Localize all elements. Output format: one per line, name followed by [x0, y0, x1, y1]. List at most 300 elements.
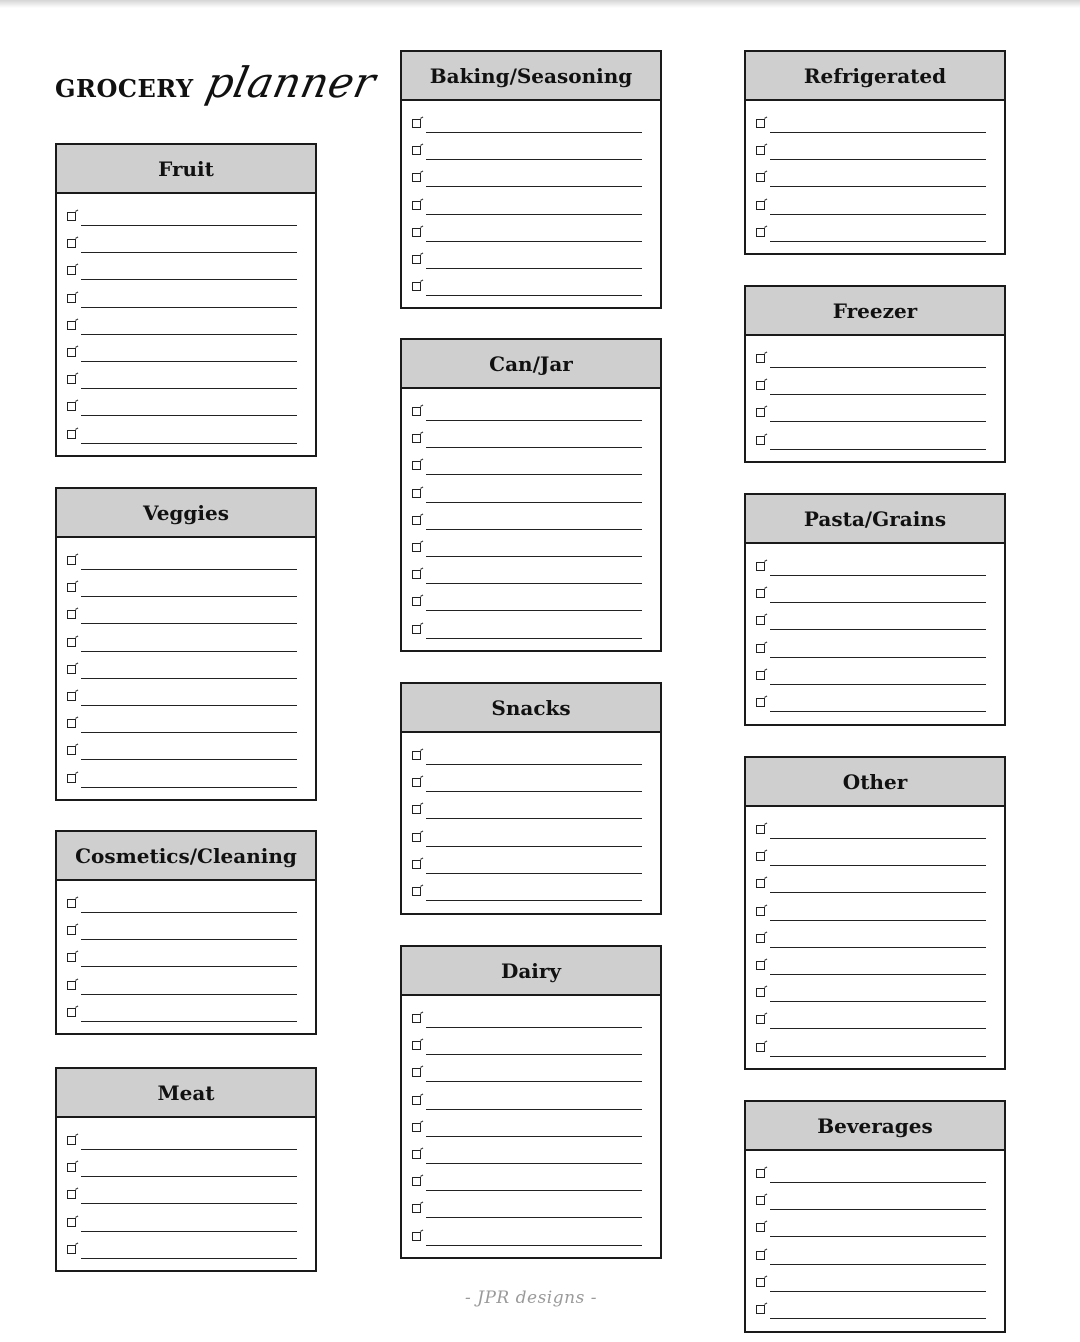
- checklist-item: [746, 663, 1004, 690]
- checkbox-icon: [67, 1218, 76, 1227]
- write-line: [81, 307, 297, 308]
- checkbox-icon: [756, 1278, 765, 1287]
- checklist-item: [402, 1115, 660, 1142]
- checkbox-icon: [67, 430, 76, 439]
- checkbox-icon: [412, 1123, 421, 1132]
- write-line: [81, 279, 297, 280]
- checklist-item: [402, 1196, 660, 1223]
- write-line: [770, 241, 986, 242]
- section-fruit: [55, 143, 317, 457]
- checkbox-icon: [412, 778, 421, 787]
- item-list: [746, 807, 1004, 1069]
- checklist-item: [402, 562, 660, 589]
- section-header: Fruit: [57, 145, 315, 194]
- checklist-item: [402, 220, 660, 247]
- item-list: [746, 336, 1004, 462]
- write-line: [426, 1190, 642, 1191]
- item-list: [746, 544, 1004, 724]
- write-line: [770, 186, 986, 187]
- section-can-jar: [400, 338, 662, 652]
- write-line: [770, 684, 986, 685]
- checklist-item: [746, 165, 1004, 192]
- checkbox-icon: [412, 543, 421, 552]
- checklist-item: [402, 852, 660, 879]
- checklist-item: [57, 684, 315, 711]
- write-line: [426, 1136, 642, 1137]
- checklist-item: [57, 1000, 315, 1027]
- checkbox-icon: [756, 934, 765, 943]
- checklist-item: [402, 1006, 660, 1033]
- checkbox-icon: [412, 461, 421, 470]
- section-dairy: [400, 945, 662, 1259]
- write-line: [426, 1027, 642, 1028]
- checkbox-icon: [412, 751, 421, 760]
- checklist-item: [402, 138, 660, 165]
- checkbox-icon: [67, 1245, 76, 1254]
- write-line: [81, 1021, 297, 1022]
- checklist-item: [746, 1007, 1004, 1034]
- checklist-item: [402, 825, 660, 852]
- checkbox-icon: [67, 583, 76, 592]
- checklist-item: [746, 980, 1004, 1007]
- checklist-item: [402, 589, 660, 616]
- checklist-item: [402, 797, 660, 824]
- checkbox-icon: [412, 489, 421, 498]
- checkbox-icon: [412, 1232, 421, 1241]
- write-line: [426, 132, 642, 133]
- checklist-item: [402, 1169, 660, 1196]
- write-line: [770, 214, 986, 215]
- title-script: planner: [201, 58, 380, 107]
- checkbox-icon: [67, 556, 76, 565]
- write-line: [770, 1001, 986, 1002]
- checkbox-icon: [756, 436, 765, 445]
- write-line: [81, 759, 297, 760]
- write-line: [81, 252, 297, 253]
- write-line: [81, 912, 297, 913]
- checklist-item: [746, 1161, 1004, 1188]
- checklist-item: [57, 575, 315, 602]
- checkbox-icon: [412, 1014, 421, 1023]
- checkbox-icon: [67, 1163, 76, 1172]
- item-list: [57, 194, 315, 456]
- checklist-item: [746, 428, 1004, 455]
- write-line: [770, 159, 986, 160]
- write-line: [426, 1245, 642, 1246]
- checkbox-icon: [756, 879, 765, 888]
- checklist-item: [57, 630, 315, 657]
- checkbox-icon: [412, 833, 421, 842]
- write-line: [426, 268, 642, 269]
- checklist-item: [402, 247, 660, 274]
- checkbox-icon: [412, 255, 421, 264]
- checkbox-icon: [412, 516, 421, 525]
- checklist-item: [57, 394, 315, 421]
- section-header: Snacks: [402, 684, 660, 733]
- write-line: [770, 838, 986, 839]
- write-line: [426, 420, 642, 421]
- section-snacks: [400, 682, 662, 915]
- checklist-item: [57, 711, 315, 738]
- checklist-item: [402, 617, 660, 644]
- checkbox-icon: [756, 173, 765, 182]
- checkbox-icon: [67, 375, 76, 384]
- checkbox-icon: [412, 1068, 421, 1077]
- checklist-item: [746, 1270, 1004, 1297]
- write-line: [426, 638, 642, 639]
- write-line: [770, 657, 986, 658]
- checkbox-icon: [756, 408, 765, 417]
- checkbox-icon: [756, 201, 765, 210]
- checklist-item: [746, 871, 1004, 898]
- checkbox-icon: [756, 671, 765, 680]
- write-line: [426, 1109, 642, 1110]
- write-line: [81, 569, 297, 570]
- checkbox-icon: [67, 665, 76, 674]
- checklist-item: [746, 373, 1004, 400]
- write-line: [770, 865, 986, 866]
- write-line: [81, 651, 297, 652]
- section-beverages: [744, 1100, 1006, 1333]
- checklist-item: [57, 286, 315, 313]
- write-line: [770, 575, 986, 576]
- section-header: Other: [746, 758, 1004, 807]
- checkbox-icon: [756, 1223, 765, 1232]
- checkbox-icon: [412, 173, 421, 182]
- checklist-item: [57, 657, 315, 684]
- write-line: [81, 388, 297, 389]
- write-line: [770, 449, 986, 450]
- checkbox-icon: [412, 887, 421, 896]
- write-line: [81, 1258, 297, 1259]
- write-line: [81, 334, 297, 335]
- write-line: [81, 1231, 297, 1232]
- checkbox-icon: [412, 625, 421, 634]
- checklist-item: [746, 1243, 1004, 1270]
- write-line: [426, 900, 642, 901]
- write-line: [81, 705, 297, 706]
- write-line: [770, 367, 986, 368]
- checkbox-icon: [412, 119, 421, 128]
- checkbox-icon: [756, 1043, 765, 1052]
- checkbox-icon: [412, 228, 421, 237]
- checkbox-icon: [412, 1204, 421, 1213]
- checkbox-icon: [67, 239, 76, 248]
- section-header: Pasta/Grains: [746, 495, 1004, 544]
- section-baking-seasoning: [400, 50, 662, 309]
- write-line: [770, 920, 986, 921]
- checklist-item: [57, 918, 315, 945]
- checkbox-icon: [67, 638, 76, 647]
- checkbox-icon: [412, 407, 421, 416]
- write-line: [770, 1318, 986, 1319]
- checkbox-icon: [67, 1136, 76, 1145]
- checklist-item: [402, 743, 660, 770]
- checklist-item: [746, 346, 1004, 373]
- checklist-item: [402, 453, 660, 480]
- checkbox-icon: [756, 1251, 765, 1260]
- page-top-shadow: [0, 0, 1080, 8]
- checkbox-icon: [756, 698, 765, 707]
- item-list: [746, 101, 1004, 254]
- item-list: [402, 996, 660, 1258]
- write-line: [426, 610, 642, 611]
- checklist-item: [402, 111, 660, 138]
- write-line: [426, 186, 642, 187]
- section-freezer: [744, 285, 1006, 463]
- write-line: [770, 1209, 986, 1210]
- item-list: [402, 101, 660, 308]
- checkbox-icon: [756, 228, 765, 237]
- checkbox-icon: [412, 1150, 421, 1159]
- checklist-item: [402, 770, 660, 797]
- write-line: [426, 1081, 642, 1082]
- checklist-item: [57, 1237, 315, 1264]
- write-line: [426, 1163, 642, 1164]
- write-line: [81, 225, 297, 226]
- checkbox-icon: [67, 1190, 76, 1199]
- checkbox-icon: [412, 1096, 421, 1105]
- checklist-item: [402, 1033, 660, 1060]
- checklist-item: [746, 1188, 1004, 1215]
- checklist-item: [57, 367, 315, 394]
- write-line: [426, 818, 642, 819]
- checkbox-icon: [756, 852, 765, 861]
- checklist-item: [746, 636, 1004, 663]
- checkbox-icon: [67, 774, 76, 783]
- write-line: [81, 415, 297, 416]
- checkbox-icon: [756, 119, 765, 128]
- checkbox-icon: [67, 294, 76, 303]
- checklist-item: [57, 945, 315, 972]
- section-header: Cosmetics/Cleaning: [57, 832, 315, 881]
- checklist-item: [57, 738, 315, 765]
- checkbox-icon: [67, 953, 76, 962]
- section-meat: [55, 1067, 317, 1272]
- checklist-item: [402, 535, 660, 562]
- checklist-item: [746, 953, 1004, 980]
- checklist-item: [402, 879, 660, 906]
- checklist-item: [57, 548, 315, 575]
- write-line: [426, 1054, 642, 1055]
- checklist-item: [746, 1215, 1004, 1242]
- write-line: [81, 361, 297, 362]
- write-line: [81, 1149, 297, 1150]
- checklist-item: [57, 891, 315, 918]
- write-line: [81, 1203, 297, 1204]
- checklist-item: [746, 111, 1004, 138]
- write-line: [426, 474, 642, 475]
- checkbox-icon: [67, 899, 76, 908]
- write-line: [426, 791, 642, 792]
- section-header: Beverages: [746, 1102, 1004, 1151]
- checkbox-icon: [756, 1196, 765, 1205]
- checkbox-icon: [756, 644, 765, 653]
- checkbox-icon: [412, 1041, 421, 1050]
- checklist-item: [746, 554, 1004, 581]
- section-header: Dairy: [402, 947, 660, 996]
- write-line: [426, 764, 642, 765]
- write-line: [770, 947, 986, 948]
- write-line: [770, 629, 986, 630]
- checklist-item: [57, 973, 315, 1000]
- checkbox-icon: [756, 988, 765, 997]
- section-veggies: [55, 487, 317, 801]
- write-line: [81, 596, 297, 597]
- write-line: [81, 1176, 297, 1177]
- checklist-item: [57, 602, 315, 629]
- checkbox-icon: [412, 146, 421, 155]
- checklist-item: [402, 193, 660, 220]
- write-line: [426, 159, 642, 160]
- checklist-item: [57, 1182, 315, 1209]
- checkbox-icon: [412, 1177, 421, 1186]
- footer-credit: - JPR designs -: [465, 1288, 597, 1308]
- checklist-item: [402, 399, 660, 426]
- write-line: [426, 295, 642, 296]
- section-other: [744, 756, 1006, 1070]
- write-line: [426, 1217, 642, 1218]
- checklist-item: [402, 481, 660, 508]
- write-line: [426, 447, 642, 448]
- checkbox-icon: [412, 434, 421, 443]
- checklist-item: [57, 231, 315, 258]
- checkbox-icon: [67, 1008, 76, 1017]
- item-list: [57, 538, 315, 800]
- checkbox-icon: [412, 570, 421, 579]
- checklist-item: [57, 340, 315, 367]
- checkbox-icon: [756, 907, 765, 916]
- write-line: [770, 1182, 986, 1183]
- checklist-item: [57, 1128, 315, 1155]
- write-line: [770, 892, 986, 893]
- checklist-item: [746, 690, 1004, 717]
- checklist-item: [57, 1210, 315, 1237]
- checklist-item: [57, 1155, 315, 1182]
- write-line: [81, 678, 297, 679]
- checkbox-icon: [756, 616, 765, 625]
- checklist-item: [746, 400, 1004, 427]
- item-list: [402, 389, 660, 651]
- section-cosmetics-cleaning: [55, 830, 317, 1035]
- checkbox-icon: [756, 381, 765, 390]
- write-line: [426, 502, 642, 503]
- item-list: [746, 1151, 1004, 1331]
- checkbox-icon: [412, 805, 421, 814]
- write-line: [426, 556, 642, 557]
- checkbox-icon: [67, 926, 76, 935]
- checkbox-icon: [67, 212, 76, 221]
- checklist-item: [746, 844, 1004, 871]
- checklist-item: [746, 220, 1004, 247]
- checklist-item: [746, 1035, 1004, 1062]
- item-list: [57, 881, 315, 1034]
- checkbox-icon: [756, 961, 765, 970]
- write-line: [426, 241, 642, 242]
- write-line: [770, 711, 986, 712]
- section-header: Meat: [57, 1069, 315, 1118]
- section-header: Refrigerated: [746, 52, 1004, 101]
- item-list: [57, 1118, 315, 1271]
- write-line: [770, 394, 986, 395]
- checklist-item: [402, 1142, 660, 1169]
- checklist-item: [402, 1060, 660, 1087]
- checkbox-icon: [756, 1169, 765, 1178]
- checkbox-icon: [67, 402, 76, 411]
- checkbox-icon: [67, 266, 76, 275]
- checkbox-icon: [67, 348, 76, 357]
- checklist-item: [746, 817, 1004, 844]
- checklist-item: [746, 926, 1004, 953]
- write-line: [81, 443, 297, 444]
- checkbox-icon: [67, 610, 76, 619]
- checklist-item: [746, 899, 1004, 926]
- planner-title: [55, 58, 380, 107]
- section-header: Veggies: [57, 489, 315, 538]
- write-line: [770, 132, 986, 133]
- checklist-item: [57, 422, 315, 449]
- checkbox-icon: [67, 719, 76, 728]
- checklist-item: [402, 165, 660, 192]
- section-header: Can/Jar: [402, 340, 660, 389]
- checklist-item: [57, 258, 315, 285]
- checkbox-icon: [756, 1015, 765, 1024]
- checkbox-icon: [412, 597, 421, 606]
- checkbox-icon: [756, 825, 765, 834]
- write-line: [770, 1236, 986, 1237]
- write-line: [770, 421, 986, 422]
- section-header: Baking/Seasoning: [402, 52, 660, 101]
- section-pasta-grains: [744, 493, 1006, 726]
- write-line: [426, 873, 642, 874]
- write-line: [770, 974, 986, 975]
- checklist-item: [57, 204, 315, 231]
- write-line: [426, 846, 642, 847]
- checklist-item: [746, 581, 1004, 608]
- checklist-item: [57, 313, 315, 340]
- checklist-item: [746, 1297, 1004, 1324]
- checklist-item: [402, 508, 660, 535]
- write-line: [426, 214, 642, 215]
- checklist-item: [402, 1224, 660, 1251]
- write-line: [81, 966, 297, 967]
- write-line: [770, 602, 986, 603]
- checklist-item: [402, 274, 660, 301]
- write-line: [81, 939, 297, 940]
- checkbox-icon: [412, 282, 421, 291]
- checkbox-icon: [67, 981, 76, 990]
- checkbox-icon: [756, 1305, 765, 1314]
- checklist-item: [746, 138, 1004, 165]
- write-line: [81, 623, 297, 624]
- title-main: GROCERY: [55, 74, 194, 103]
- write-line: [770, 1028, 986, 1029]
- checkbox-icon: [67, 746, 76, 755]
- checkbox-icon: [756, 146, 765, 155]
- write-line: [81, 787, 297, 788]
- checkbox-icon: [756, 589, 765, 598]
- write-line: [770, 1291, 986, 1292]
- write-line: [81, 994, 297, 995]
- checkbox-icon: [412, 201, 421, 210]
- write-line: [81, 732, 297, 733]
- write-line: [770, 1056, 986, 1057]
- write-line: [426, 529, 642, 530]
- checkbox-icon: [67, 692, 76, 701]
- checklist-item: [746, 608, 1004, 635]
- write-line: [426, 583, 642, 584]
- write-line: [770, 1264, 986, 1265]
